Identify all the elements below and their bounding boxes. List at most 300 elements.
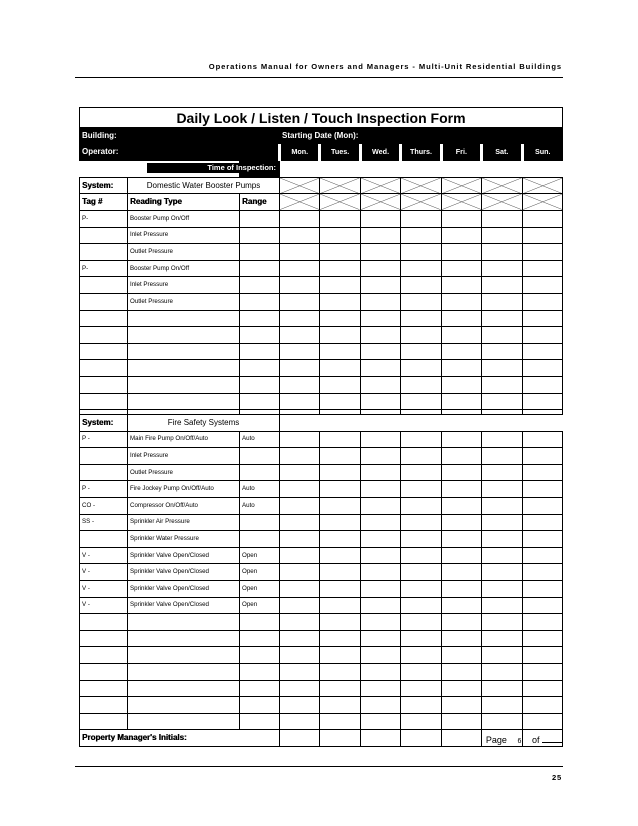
- entry-cell[interactable]: [441, 647, 481, 664]
- entry-cell[interactable]: [401, 244, 441, 261]
- reading-cell[interactable]: Sprinkler Valve Open/Closed: [128, 564, 240, 581]
- entry-cell[interactable]: [522, 481, 562, 498]
- entry-cell[interactable]: [280, 514, 320, 531]
- entry-cell[interactable]: [320, 210, 360, 227]
- entry-cell[interactable]: [522, 597, 562, 614]
- tag-cell[interactable]: P -: [80, 481, 128, 498]
- entry-cell[interactable]: [522, 664, 562, 681]
- entry-cell[interactable]: [280, 697, 320, 714]
- entry-cell[interactable]: [482, 448, 522, 465]
- reading-cell[interactable]: Outlet Pressure: [128, 464, 240, 481]
- entry-cell[interactable]: [360, 343, 400, 360]
- entry-cell[interactable]: [320, 564, 360, 581]
- entry-cell[interactable]: [522, 260, 562, 277]
- entry-cell[interactable]: [360, 393, 400, 410]
- entry-cell[interactable]: [522, 343, 562, 360]
- entry-cell[interactable]: [522, 498, 562, 515]
- tag-cell[interactable]: [80, 448, 128, 465]
- entry-cell[interactable]: [441, 564, 481, 581]
- reading-cell[interactable]: Sprinkler Water Pressure: [128, 531, 240, 548]
- entry-cell[interactable]: [482, 597, 522, 614]
- entry-cell[interactable]: [360, 481, 400, 498]
- tag-cell[interactable]: V -: [80, 597, 128, 614]
- entry-cell[interactable]: [441, 360, 481, 377]
- entry-cell[interactable]: [401, 260, 441, 277]
- entry-cell[interactable]: [522, 277, 562, 294]
- entry-cell[interactable]: [522, 680, 562, 697]
- entry-cell[interactable]: [360, 697, 400, 714]
- reading-cell[interactable]: [128, 680, 240, 697]
- entry-cell[interactable]: [522, 376, 562, 393]
- entry-cell[interactable]: [482, 531, 522, 548]
- entry-cell[interactable]: [522, 630, 562, 647]
- entry-cell[interactable]: [482, 464, 522, 481]
- range-cell[interactable]: [240, 531, 280, 548]
- range-cell[interactable]: [240, 393, 280, 410]
- entry-cell[interactable]: [401, 327, 441, 344]
- tag-cell[interactable]: [80, 614, 128, 631]
- entry-cell[interactable]: [360, 448, 400, 465]
- entry-cell[interactable]: [401, 310, 441, 327]
- entry-cell[interactable]: [522, 464, 562, 481]
- entry-cell[interactable]: [441, 448, 481, 465]
- entry-cell[interactable]: [441, 481, 481, 498]
- entry-cell[interactable]: [482, 630, 522, 647]
- entry-cell[interactable]: [280, 664, 320, 681]
- range-cell[interactable]: [240, 713, 280, 730]
- entry-cell[interactable]: [522, 448, 562, 465]
- entry-cell[interactable]: [320, 581, 360, 598]
- entry-cell[interactable]: [482, 360, 522, 377]
- entry-cell[interactable]: [401, 564, 441, 581]
- entry-cell[interactable]: [482, 277, 522, 294]
- entry-cell[interactable]: [280, 260, 320, 277]
- entry-cell[interactable]: [280, 680, 320, 697]
- entry-cell[interactable]: [360, 293, 400, 310]
- entry-cell[interactable]: [441, 531, 481, 548]
- reading-cell[interactable]: Outlet Pressure: [128, 244, 240, 261]
- tag-cell[interactable]: P -: [80, 431, 128, 448]
- entry-cell[interactable]: [401, 730, 441, 747]
- reading-cell[interactable]: Inlet Pressure: [128, 448, 240, 465]
- entry-cell[interactable]: [360, 210, 400, 227]
- entry-cell[interactable]: [522, 581, 562, 598]
- entry-cell[interactable]: [360, 664, 400, 681]
- entry-cell[interactable]: [280, 547, 320, 564]
- entry-cell[interactable]: [441, 376, 481, 393]
- entry-cell[interactable]: [482, 713, 522, 730]
- entry-cell[interactable]: [401, 227, 441, 244]
- entry-cell[interactable]: [522, 514, 562, 531]
- entry-cell[interactable]: [401, 431, 441, 448]
- range-cell[interactable]: [240, 343, 280, 360]
- entry-cell[interactable]: [401, 680, 441, 697]
- entry-cell[interactable]: [441, 343, 481, 360]
- tag-cell[interactable]: [80, 227, 128, 244]
- entry-cell[interactable]: [482, 697, 522, 714]
- entry-cell[interactable]: [522, 244, 562, 261]
- entry-cell[interactable]: [482, 581, 522, 598]
- entry-cell[interactable]: [320, 614, 360, 631]
- entry-cell[interactable]: [360, 713, 400, 730]
- reading-cell[interactable]: Booster Pump On/Off: [128, 210, 240, 227]
- entry-cell[interactable]: [360, 581, 400, 598]
- entry-cell[interactable]: [320, 531, 360, 548]
- entry-cell[interactable]: [360, 564, 400, 581]
- entry-cell[interactable]: [482, 310, 522, 327]
- entry-cell[interactable]: [522, 531, 562, 548]
- entry-cell[interactable]: [280, 464, 320, 481]
- entry-cell[interactable]: [441, 630, 481, 647]
- range-cell[interactable]: Auto: [240, 431, 280, 448]
- tag-cell[interactable]: [80, 293, 128, 310]
- reading-cell[interactable]: [128, 376, 240, 393]
- entry-cell[interactable]: [482, 481, 522, 498]
- entry-cell[interactable]: [401, 514, 441, 531]
- reading-cell[interactable]: [128, 697, 240, 714]
- page-number[interactable]: 6: [509, 737, 529, 747]
- entry-cell[interactable]: [320, 630, 360, 647]
- entry-cell[interactable]: [360, 360, 400, 377]
- reading-cell[interactable]: Fire Jockey Pump On/Off/Auto: [128, 481, 240, 498]
- entry-cell[interactable]: [320, 376, 360, 393]
- range-cell[interactable]: [240, 464, 280, 481]
- entry-cell[interactable]: [441, 498, 481, 515]
- tag-cell[interactable]: [80, 343, 128, 360]
- entry-cell[interactable]: [360, 614, 400, 631]
- reading-cell[interactable]: [128, 664, 240, 681]
- entry-cell[interactable]: [320, 244, 360, 261]
- entry-cell[interactable]: [401, 293, 441, 310]
- reading-cell[interactable]: Sprinkler Valve Open/Closed: [128, 581, 240, 598]
- entry-cell[interactable]: [360, 431, 400, 448]
- tag-cell[interactable]: [80, 630, 128, 647]
- entry-cell[interactable]: [280, 597, 320, 614]
- entry-cell[interactable]: [522, 210, 562, 227]
- entry-cell[interactable]: [280, 393, 320, 410]
- entry-cell[interactable]: [522, 547, 562, 564]
- entry-cell[interactable]: [522, 393, 562, 410]
- entry-cell[interactable]: [441, 614, 481, 631]
- entry-cell[interactable]: [360, 680, 400, 697]
- entry-cell[interactable]: [320, 431, 360, 448]
- entry-cell[interactable]: [320, 730, 360, 747]
- entry-cell[interactable]: [320, 464, 360, 481]
- tag-cell[interactable]: [80, 713, 128, 730]
- range-cell[interactable]: Open: [240, 581, 280, 598]
- range-cell[interactable]: [240, 614, 280, 631]
- entry-cell[interactable]: [401, 376, 441, 393]
- entry-cell[interactable]: [522, 360, 562, 377]
- entry-cell[interactable]: [360, 630, 400, 647]
- entry-cell[interactable]: [441, 581, 481, 598]
- range-cell[interactable]: [240, 360, 280, 377]
- entry-cell[interactable]: [320, 664, 360, 681]
- entry-cell[interactable]: [401, 597, 441, 614]
- entry-cell[interactable]: [401, 481, 441, 498]
- entry-cell[interactable]: [482, 343, 522, 360]
- entry-cell[interactable]: [280, 310, 320, 327]
- entry-cell[interactable]: [482, 210, 522, 227]
- entry-cell[interactable]: [320, 343, 360, 360]
- entry-cell[interactable]: [320, 448, 360, 465]
- entry-cell[interactable]: [280, 498, 320, 515]
- entry-cell[interactable]: [401, 360, 441, 377]
- entry-cell[interactable]: [482, 376, 522, 393]
- entry-cell[interactable]: [401, 713, 441, 730]
- entry-cell[interactable]: [441, 597, 481, 614]
- entry-cell[interactable]: [280, 581, 320, 598]
- reading-cell[interactable]: Main Fire Pump On/Off/Auto: [128, 431, 240, 448]
- range-cell[interactable]: [240, 244, 280, 261]
- entry-cell[interactable]: [482, 647, 522, 664]
- entry-cell[interactable]: [320, 360, 360, 377]
- range-cell[interactable]: [240, 227, 280, 244]
- entry-cell[interactable]: [441, 260, 481, 277]
- tag-cell[interactable]: [80, 647, 128, 664]
- entry-cell[interactable]: [280, 614, 320, 631]
- range-cell[interactable]: [240, 293, 280, 310]
- range-cell[interactable]: Auto: [240, 498, 280, 515]
- entry-cell[interactable]: [401, 393, 441, 410]
- entry-cell[interactable]: [441, 664, 481, 681]
- entry-cell[interactable]: [522, 564, 562, 581]
- range-cell[interactable]: [240, 647, 280, 664]
- entry-cell[interactable]: [522, 293, 562, 310]
- entry-cell[interactable]: [360, 531, 400, 548]
- range-cell[interactable]: Open: [240, 597, 280, 614]
- entry-cell[interactable]: [441, 697, 481, 714]
- range-cell[interactable]: [240, 514, 280, 531]
- entry-cell[interactable]: [280, 647, 320, 664]
- entry-cell[interactable]: [320, 310, 360, 327]
- tag-cell[interactable]: [80, 531, 128, 548]
- range-cell[interactable]: [240, 260, 280, 277]
- entry-cell[interactable]: [320, 713, 360, 730]
- entry-cell[interactable]: [320, 697, 360, 714]
- tag-cell[interactable]: [80, 310, 128, 327]
- tag-cell[interactable]: [80, 697, 128, 714]
- entry-cell[interactable]: [401, 343, 441, 360]
- entry-cell[interactable]: [441, 393, 481, 410]
- range-cell[interactable]: [240, 680, 280, 697]
- range-cell[interactable]: [240, 327, 280, 344]
- entry-cell[interactable]: [441, 713, 481, 730]
- tag-cell[interactable]: [80, 393, 128, 410]
- entry-cell[interactable]: [441, 464, 481, 481]
- entry-cell[interactable]: [320, 260, 360, 277]
- entry-cell[interactable]: [360, 597, 400, 614]
- entry-cell[interactable]: [280, 277, 320, 294]
- entry-cell[interactable]: [360, 547, 400, 564]
- reading-cell[interactable]: Compressor On/Off/Auto: [128, 498, 240, 515]
- entry-cell[interactable]: [441, 514, 481, 531]
- entry-cell[interactable]: [441, 730, 481, 747]
- range-cell[interactable]: [240, 376, 280, 393]
- reading-cell[interactable]: [128, 647, 240, 664]
- entry-cell[interactable]: [441, 293, 481, 310]
- entry-cell[interactable]: [522, 327, 562, 344]
- entry-cell[interactable]: [482, 547, 522, 564]
- entry-cell[interactable]: [280, 481, 320, 498]
- entry-cell[interactable]: [482, 498, 522, 515]
- entry-cell[interactable]: [401, 614, 441, 631]
- entry-cell[interactable]: [522, 227, 562, 244]
- entry-cell[interactable]: [482, 327, 522, 344]
- tag-cell[interactable]: V -: [80, 564, 128, 581]
- entry-cell[interactable]: [522, 697, 562, 714]
- tag-cell[interactable]: [80, 680, 128, 697]
- reading-cell[interactable]: [128, 713, 240, 730]
- entry-cell[interactable]: [280, 730, 320, 747]
- tag-cell[interactable]: [80, 464, 128, 481]
- range-cell[interactable]: [240, 210, 280, 227]
- reading-cell[interactable]: [128, 327, 240, 344]
- entry-cell[interactable]: [320, 277, 360, 294]
- entry-cell[interactable]: [320, 293, 360, 310]
- entry-cell[interactable]: [401, 210, 441, 227]
- tag-cell[interactable]: [80, 244, 128, 261]
- reading-cell[interactable]: Booster Pump On/Off: [128, 260, 240, 277]
- entry-cell[interactable]: [482, 614, 522, 631]
- entry-cell[interactable]: [360, 327, 400, 344]
- entry-cell[interactable]: [441, 547, 481, 564]
- entry-cell[interactable]: [360, 514, 400, 531]
- entry-cell[interactable]: [360, 464, 400, 481]
- entry-cell[interactable]: [280, 564, 320, 581]
- entry-cell[interactable]: [401, 630, 441, 647]
- entry-cell[interactable]: [280, 343, 320, 360]
- range-cell[interactable]: Open: [240, 564, 280, 581]
- entry-cell[interactable]: [522, 713, 562, 730]
- entry-cell[interactable]: [401, 664, 441, 681]
- entry-cell[interactable]: [401, 581, 441, 598]
- tag-cell[interactable]: P-: [80, 260, 128, 277]
- page-total-blank[interactable]: [542, 742, 562, 743]
- entry-cell[interactable]: [522, 310, 562, 327]
- range-cell[interactable]: [240, 277, 280, 294]
- entry-cell[interactable]: [320, 680, 360, 697]
- entry-cell[interactable]: [482, 293, 522, 310]
- range-cell[interactable]: [240, 697, 280, 714]
- tag-cell[interactable]: CO -: [80, 498, 128, 515]
- entry-cell[interactable]: [280, 630, 320, 647]
- entry-cell[interactable]: [482, 431, 522, 448]
- range-cell[interactable]: [240, 664, 280, 681]
- entry-cell[interactable]: [482, 393, 522, 410]
- entry-cell[interactable]: [320, 327, 360, 344]
- range-cell[interactable]: [240, 448, 280, 465]
- entry-cell[interactable]: [320, 547, 360, 564]
- entry-cell[interactable]: [401, 464, 441, 481]
- entry-cell[interactable]: [401, 448, 441, 465]
- entry-cell[interactable]: [280, 376, 320, 393]
- entry-cell[interactable]: [441, 310, 481, 327]
- reading-cell[interactable]: Inlet Pressure: [128, 277, 240, 294]
- entry-cell[interactable]: [280, 244, 320, 261]
- entry-cell[interactable]: [320, 481, 360, 498]
- entry-cell[interactable]: [320, 514, 360, 531]
- entry-cell[interactable]: [280, 713, 320, 730]
- entry-cell[interactable]: [320, 393, 360, 410]
- entry-cell[interactable]: [401, 531, 441, 548]
- tag-cell[interactable]: V -: [80, 581, 128, 598]
- tag-cell[interactable]: [80, 277, 128, 294]
- reading-cell[interactable]: Inlet Pressure: [128, 227, 240, 244]
- entry-cell[interactable]: [441, 327, 481, 344]
- range-cell[interactable]: Open: [240, 547, 280, 564]
- entry-cell[interactable]: [360, 277, 400, 294]
- entry-cell[interactable]: [482, 514, 522, 531]
- entry-cell[interactable]: [360, 244, 400, 261]
- entry-cell[interactable]: [320, 647, 360, 664]
- entry-cell[interactable]: [441, 680, 481, 697]
- reading-cell[interactable]: Sprinkler Air Pressure: [128, 514, 240, 531]
- reading-cell[interactable]: [128, 360, 240, 377]
- tag-cell[interactable]: [80, 327, 128, 344]
- entry-cell[interactable]: [280, 360, 320, 377]
- entry-cell[interactable]: [320, 498, 360, 515]
- entry-cell[interactable]: [441, 244, 481, 261]
- tag-cell[interactable]: V -: [80, 547, 128, 564]
- entry-cell[interactable]: [482, 260, 522, 277]
- tag-cell[interactable]: [80, 360, 128, 377]
- tag-cell[interactable]: [80, 664, 128, 681]
- entry-cell[interactable]: [280, 227, 320, 244]
- reading-cell[interactable]: Sprinkler Valve Open/Closed: [128, 597, 240, 614]
- entry-cell[interactable]: [360, 498, 400, 515]
- reading-cell[interactable]: [128, 310, 240, 327]
- entry-cell[interactable]: [280, 448, 320, 465]
- entry-cell[interactable]: [522, 431, 562, 448]
- tag-cell[interactable]: [80, 376, 128, 393]
- range-cell[interactable]: [240, 630, 280, 647]
- entry-cell[interactable]: [360, 730, 400, 747]
- reading-cell[interactable]: [128, 393, 240, 410]
- entry-cell[interactable]: [522, 614, 562, 631]
- reading-cell[interactable]: [128, 614, 240, 631]
- reading-cell[interactable]: Sprinkler Valve Open/Closed: [128, 547, 240, 564]
- entry-cell[interactable]: [401, 647, 441, 664]
- entry-cell[interactable]: [482, 244, 522, 261]
- tag-cell[interactable]: P-: [80, 210, 128, 227]
- entry-cell[interactable]: [280, 293, 320, 310]
- entry-cell[interactable]: [441, 431, 481, 448]
- entry-cell[interactable]: [482, 564, 522, 581]
- entry-cell[interactable]: [360, 310, 400, 327]
- entry-cell[interactable]: [441, 210, 481, 227]
- entry-cell[interactable]: [482, 664, 522, 681]
- entry-cell[interactable]: [482, 680, 522, 697]
- entry-cell[interactable]: [280, 210, 320, 227]
- range-cell[interactable]: Auto: [240, 481, 280, 498]
- entry-cell[interactable]: [360, 227, 400, 244]
- entry-cell[interactable]: [441, 277, 481, 294]
- entry-cell[interactable]: [401, 547, 441, 564]
- entry-cell[interactable]: [280, 531, 320, 548]
- entry-cell[interactable]: [360, 260, 400, 277]
- entry-cell[interactable]: [360, 376, 400, 393]
- entry-cell[interactable]: [482, 227, 522, 244]
- entry-cell[interactable]: [441, 227, 481, 244]
- entry-cell[interactable]: [401, 277, 441, 294]
- reading-cell[interactable]: [128, 343, 240, 360]
- entry-cell[interactable]: [280, 327, 320, 344]
- entry-cell[interactable]: [320, 227, 360, 244]
- entry-cell[interactable]: [360, 647, 400, 664]
- range-cell[interactable]: [240, 310, 280, 327]
- entry-cell[interactable]: [522, 647, 562, 664]
